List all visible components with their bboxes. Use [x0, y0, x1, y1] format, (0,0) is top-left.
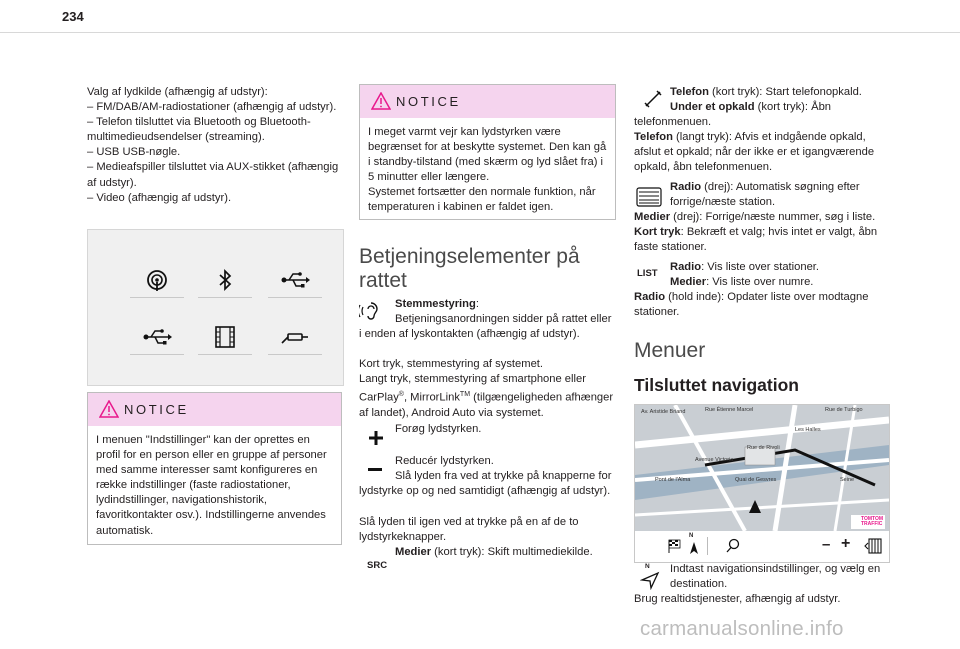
voice-short-press: Kort tryk, stemmestyring af systemet.	[359, 358, 544, 370]
mute-description: Slå lyden fra ved at trykke på knapperne for lydstyrke op og ned samtidigt (afhængig af udstyr).	[359, 470, 612, 498]
voice-long-press: Langt tryk, stemmestyring af smartphone eller CarPlay®, MirrorLink™ (tilgængeligheden afhænger af landet), Android Auto via systemet.	[359, 373, 614, 419]
map-street-label: Quai de Gesvres	[735, 477, 777, 483]
usb-icon	[268, 268, 322, 292]
nav-text-1: Indtast navigationsindstillinger, og vælg en destination.	[670, 563, 881, 591]
checkered-flag-icon[interactable]	[667, 539, 681, 553]
toolbar-divider	[707, 537, 708, 555]
notice-text: I menuen "Indstillinger" kan der oprettes en profil for en person eller en gruppe af personer med samme interesser samt konfigureres en række indstillinger (faste radiostationer, lydindstillinger, navigationshistorik, favoritkontakter osv.). Indstillingerne anvendes automatisk.	[96, 434, 327, 537]
watermark: carmanualsonline.info	[640, 617, 844, 640]
map-street-label: Rue de Rivoli	[747, 445, 780, 451]
connected-nav-heading: Tilsluttet navigation	[634, 375, 799, 395]
notice-header	[360, 85, 615, 118]
voice-heading: Stemmestyring:	[395, 298, 479, 310]
voice-description: Betjeningsanordningen sidder på rattet eller i enden af lyskontakten (afhængig af udstyr).	[359, 313, 612, 341]
intro-line: – Video (afhængig af udstyr).	[87, 191, 232, 204]
phone-long-press: Telefon (langt tryk): Afvis et indgående opkald, afslut et opkald; når der ikke er et igangværende opkald, åbn telefonmenuen.	[634, 131, 875, 174]
notice-title: NOTICE	[124, 402, 189, 417]
thumbwheel-radio: Radio (drej): Automatisk søgning efter forrige/næste station.	[670, 181, 860, 209]
phone-in-call: Under et opkald (kort tryk): Åbn telefonmenuen.	[634, 101, 832, 129]
bluetooth-icon	[198, 268, 252, 292]
aux-jack-icon	[268, 325, 322, 349]
zoom-in-button[interactable]: +	[841, 535, 851, 552]
zoom-out-button[interactable]: –	[822, 536, 831, 553]
volume-up-text: Forøg lydstyrken.	[395, 423, 482, 435]
phone-short-press: Telefon (kort tryk): Start telefonopkald.	[670, 86, 862, 98]
intro-line: – Medieafspiller tilsluttet via AUX-stikket (afhængig af udstyr).	[87, 161, 339, 189]
map-street-label: Rue de Turbigo	[825, 407, 863, 413]
notice-title: NOTICE	[396, 94, 461, 109]
navigation-screen-image	[634, 404, 890, 563]
notice-text: I meget varmt vejr kan lydstyrken være begrænset for at beskytte systemet. Den kan gå i standby-tilstand (med skærm og lyd slået fra) i 5 minutter eller længere. Systemet fortsætter den normale funktion, når temperaturen i kabinen er faldet igen.	[368, 126, 607, 214]
nav-compass-label: N	[645, 563, 650, 570]
intro-line: – FM/DAB/AM-radiostationer (afhængig af udstyr).	[87, 101, 337, 114]
map-menu-icon[interactable]	[864, 538, 882, 554]
search-icon[interactable]	[725, 538, 741, 554]
volume-up-icon	[369, 431, 383, 445]
video-icon	[198, 325, 252, 349]
section-heading-steering: Betjeningselementer på rattet	[359, 245, 580, 292]
map-toolbar	[635, 531, 889, 562]
unmute-description: Slå lyden til igen ved at trykke på en af de to lydstyrkeknapper.	[359, 516, 579, 544]
map-street-label: Av. Aristide Briand	[641, 409, 686, 415]
voice-label: Stemmestyring	[395, 298, 476, 310]
page-number: 234	[62, 9, 84, 24]
thumbwheel-short-press: Kort tryk: Bekræft et valg; hvis intet er valgt, åbn faste stationer.	[634, 226, 878, 254]
audio-source-list	[87, 85, 340, 206]
radio-icon	[130, 268, 184, 292]
intro-line: – USB USB-nøgle.	[87, 146, 181, 159]
map-street-label: Avenue Victoria	[695, 457, 734, 463]
navigation-arrow-icon	[640, 570, 660, 590]
intro-line: Valg af lydkilde (afhængig af udstyr):	[87, 86, 268, 98]
list-hold: Radio (hold inde): Opdater liste over modtagne stationer.	[634, 291, 869, 319]
src-button-label: SRC	[367, 560, 388, 571]
notice-header	[88, 393, 341, 426]
notice-box-heat	[359, 84, 616, 220]
usb-icon	[130, 325, 184, 349]
list-button-label: LIST	[637, 268, 658, 279]
warning-icon	[99, 400, 119, 418]
src-description: Medier (kort tryk): Skift multimediekilde.	[395, 546, 593, 558]
source-icons-panel	[87, 229, 344, 386]
intro-line: – Telefon tilsluttet via Bluetooth og Bluetooth-multimedieudsendelser (streaming).	[87, 116, 311, 144]
tomtom-traffic-logo: TOMTOM TRAFFIC	[861, 516, 884, 527]
compass-n-label: N	[689, 533, 694, 539]
map-street-label: Seine	[840, 477, 855, 483]
warning-icon	[371, 92, 391, 110]
thumbwheel-media: Medier (drej): Forrige/næste nummer, søg i liste.	[634, 211, 876, 223]
header-divider	[0, 32, 960, 33]
map-street-label: Pont de l'Alma	[655, 477, 691, 483]
volume-down-text: Reducér lydstyrken.	[395, 455, 494, 467]
map-street-label: Les Halles	[795, 427, 821, 433]
map-view	[635, 405, 889, 531]
list-radio: Radio: Vis liste over stationer.	[670, 261, 820, 273]
notice-box-profiles	[87, 392, 342, 545]
compass-icon[interactable]	[689, 541, 699, 555]
thumbwheel-icon	[636, 187, 662, 207]
list-media: Medier: Vis liste over numre.	[670, 276, 814, 288]
nav-text-2: Brug realtidstjenester, afhængig af udstyr.	[634, 593, 841, 605]
map-street-label: Rue Étienne Marcel	[705, 407, 754, 413]
menus-heading: Menuer	[634, 339, 706, 362]
